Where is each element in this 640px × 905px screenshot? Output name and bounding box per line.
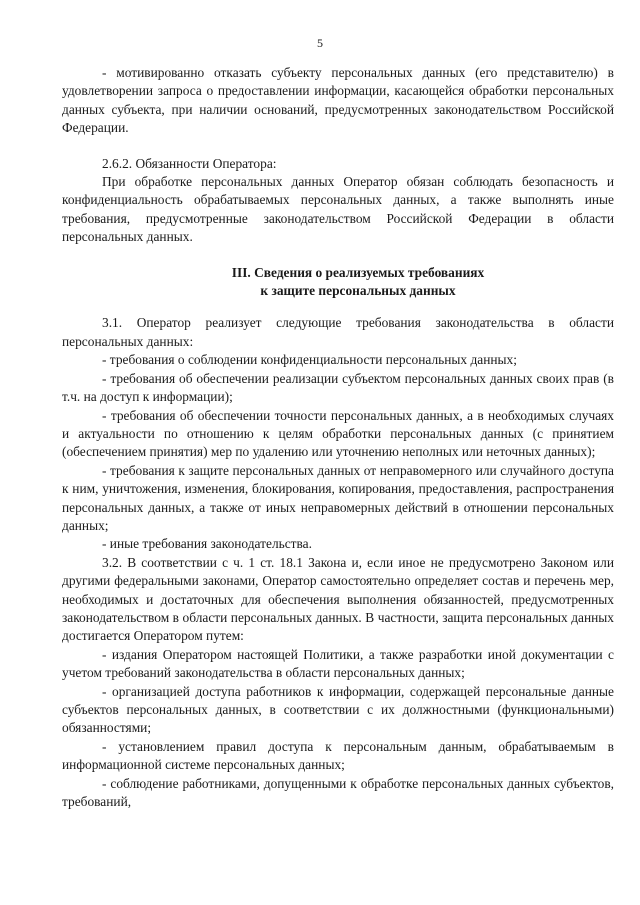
requirement-item: - требования о соблюдении конфиденциальности персональных данных; — [102, 352, 517, 368]
page-content — [62, 64, 614, 811]
paragraph-3-2: 3.2. В соответствии с ч. 1 ст. 18.1 Закона и, если иное не предусмотрено Законом или другими федеральными законами, Оператор самостоятельно определяет состав и перечень мер, необходимых и достаточных для обеспечения выполнения обязанностей, предусмотренных законодательством в области персональных данных. В частности, защита персональных данных достигается Оператором путем: — [62, 554, 614, 644]
measure-item: - соблюдение работниками, допущенными к обработке персональных данных субъектов, требований, — [62, 775, 614, 810]
requirement-item: - требования к защите персональных данных от неправомерного или случайного доступа к ним, уничтожения, изменения, блокирования, копирования, предоставления, распространения персональных данных, а также от иных неправомерных действий в отношении персональных данных; — [62, 462, 614, 533]
requirement-item: - требования об обеспечении точности персональных данных, а в необходимых случаях и актуальности по отношению к целям обработки персональных данных (с принятием (обеспечением принятия) мер по удалению или уточнению неполных или неточных данных); — [62, 407, 614, 460]
spacer — [62, 138, 614, 155]
measure-item: - организацией доступа работников к информации, содержащей персональные данные субъектов персональных данных, в соответствии с их должностными (функциональными) обязанностями; — [62, 683, 614, 736]
requirement-item: - иные требования законодательства. — [102, 536, 312, 552]
spacer — [62, 247, 614, 264]
page-number: 5 — [317, 36, 323, 50]
section-3-heading-line1: III. Сведения о реализуемых требованиях — [231, 264, 485, 280]
measure-item: - издания Оператором настоящей Политики, а также разработки иной документации с учетом требований законодательства в области персональных данных; — [62, 646, 614, 681]
requirement-item: - требования об обеспечении реализации субъектом персональных данных своих прав (в т.ч. на доступ к информации); — [62, 370, 614, 405]
measure-item: - установлением правил доступа к персональным данным, обрабатываемым в информационной системе персональных данных; — [62, 738, 614, 773]
section-2-6-2-body: При обработке персональных данных Оператор обязан соблюдать безопасность и конфиденциальность обрабатываемых персональных данных, а также выполнять иные требования, предусмотренные законодательством Российской Федерации в области персональных данных. — [62, 174, 614, 245]
paragraph-3-1: 3.1. Оператор реализует следующие требования законодательства в области персональных данных: — [62, 315, 614, 349]
section-2-6-2-title: 2.6.2. Обязанности Оператора: — [102, 155, 277, 171]
section-3-heading-line2: к защите персональных данных — [260, 283, 456, 299]
spacer — [62, 300, 614, 314]
paragraph-refusal: - мотивированно отказать субъекту персональных данных (его представителю) в удовлетворении запроса о предоставлении информации, касающейся обработки персональных данных субъекта, при наличии оснований, предусмотренных законодательством Российской Федерации. — [62, 65, 614, 136]
